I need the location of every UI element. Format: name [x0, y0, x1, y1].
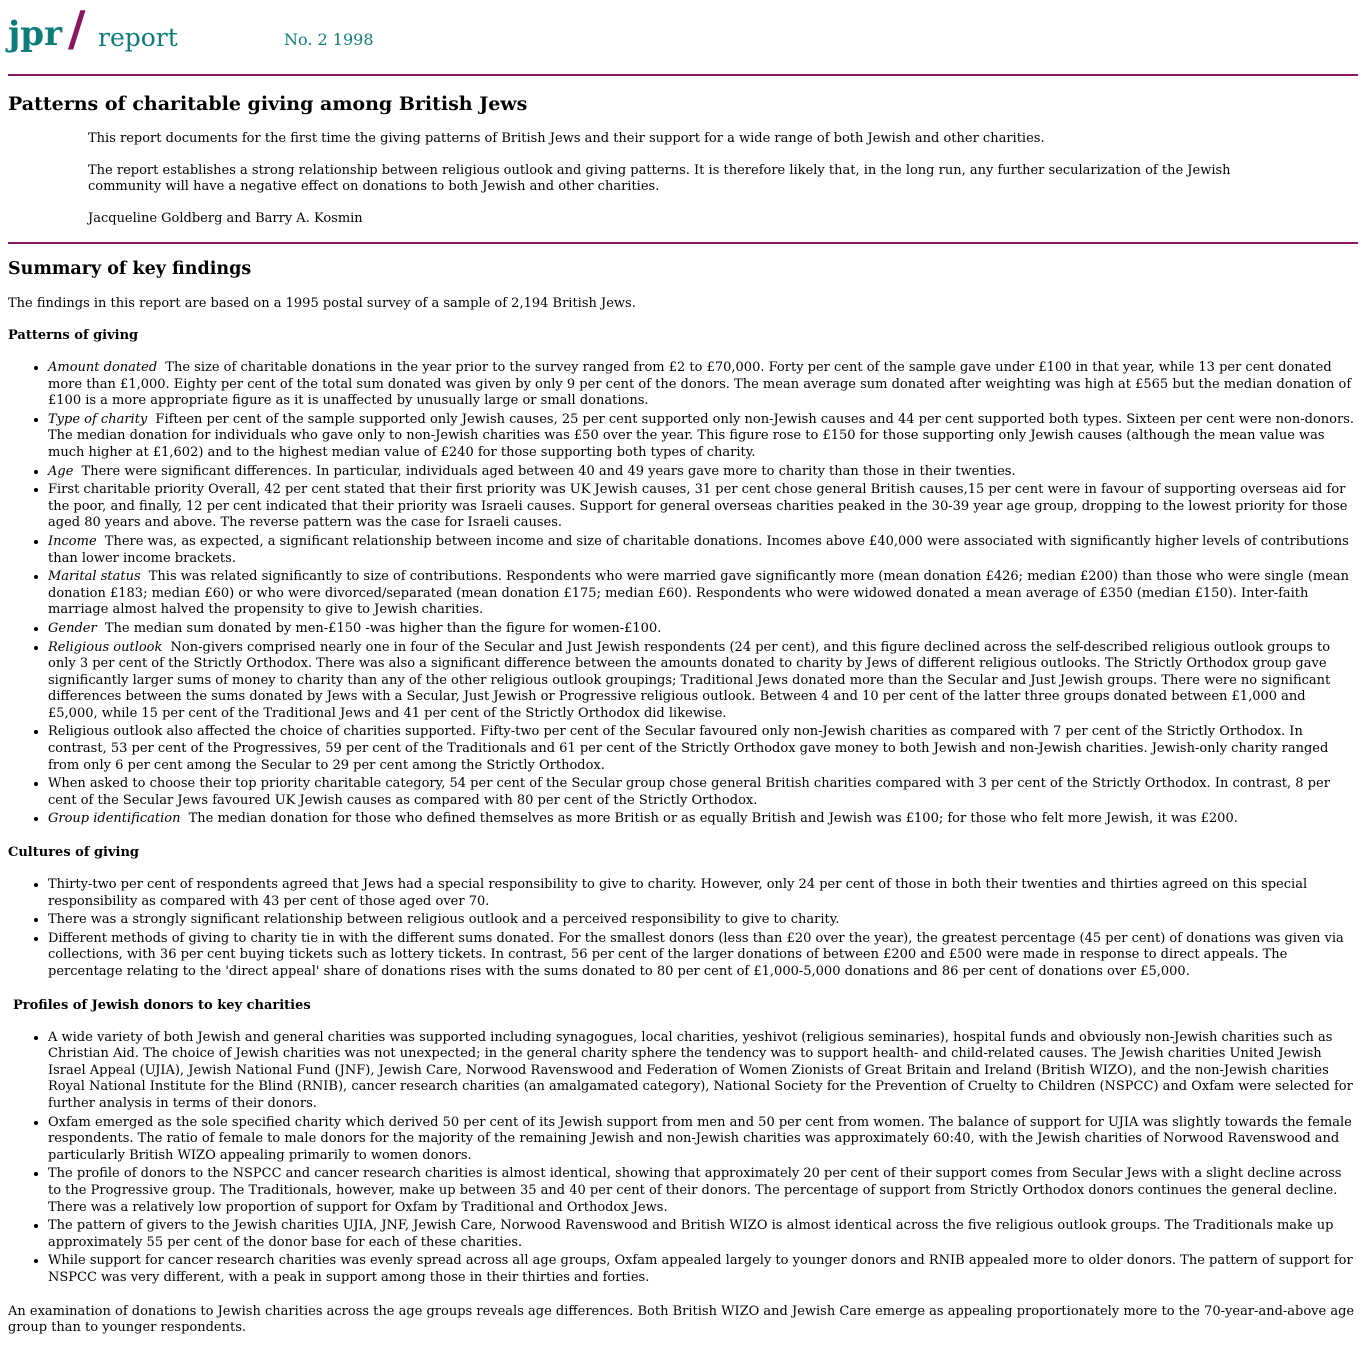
finding-text: Different methods of giving to charity tie in with the different sums donated. For the smallest donors (less than £20 over the year), the greatest percentage (45 per cent) of donations was given via collections, with 36 per cent buying tickets such as lottery tickets. In contrast, 56 per cent of the larger donations of between £200 and £500 were made in response to direct appeals. The percentage relating to the 'direct appeal' share of donations rises with the sums donated to 80 per cent of £1,000-5,000 donations and 86 per cent of donations over £5,000.: [48, 930, 1344, 979]
finding-term: Income: [48, 533, 97, 549]
finding-term: Age: [48, 463, 74, 479]
finding-term: Group identification: [48, 811, 181, 827]
patterns-list: [8, 360, 1358, 828]
finding-item: [48, 776, 1358, 809]
finding-text: The median sum donated by men-£150 -was higher than the figure for women-£100.: [104, 620, 662, 636]
finding-text: Oxfam emerged as the sole specified charity which derived 50 per cent of its Jewish support from men and 50 per cent from women. The balance of support for UJIA was slightly towards the female respondents. The ratio of female to male donors for the majority of the remaining Jewish and non-Jewish charities was approximately 60:40, with the Jewish charities of Norwood Ravenswood and particularly British WIZO appealing primarily to women donors.: [48, 1114, 1352, 1163]
logo-jpr: jpr: [8, 14, 62, 54]
top-divider: [8, 74, 1358, 76]
issue-number: No. 2 1998: [284, 30, 374, 49]
authors: Jacqueline Goldberg and Barry A. Kosmin: [88, 211, 363, 226]
intro-paragraph: The report establishes a strong relationship between religious outlook and giving patterns. It is therefore likely that, in the long run, any further secularization of the Jewish community will have a negative effect on donations to both Jewish and other charities.: [88, 163, 1231, 194]
subheading-patterns: Patterns of giving: [8, 328, 139, 343]
finding-text: A wide variety of both Jewish and general charities was supported including synagogues, local charities, yeshivot (religious seminaries), hospital funds and obviously non-Jewish charities such as Christian Aid. The choice of Jewish charities was not unexpected; in the general charity sphere the tendency was to support health- and child-related causes. The Jewish charities United Jewish Israel Appeal (UJIA), Jewish National Fund (JNF), Jewish Care, Norwood Ravenswood and Federation of Women Zionists of Great Britain and Ireland (British WIZO), and the non-Jewish charities Royal National Institute for the Blind (RNIB), cancer research charities (an amalgamated category), National Society for the Prevention of Cruelty to Children (NSPCC) and Oxfam were selected for further analysis in terms of their donors.: [48, 1029, 1353, 1111]
finding-text: There was a strongly significant relationship between religious outlook and a perceived responsibility to give to charity.: [48, 912, 840, 928]
finding-item: [48, 1115, 1358, 1165]
finding-item: [48, 1166, 1358, 1216]
finding-item: [48, 931, 1358, 981]
finding-text: This was related significantly to size of contributions. Respondents who were married gave significantly more (mean donation £426; median £200) than those who were single (mean donation £183; median £60) or who were divorced/separated (mean donation £175; median £60). Respondents who were widowed donated a mean average of £350 (median £150). Inter-faith marriage almost halved the propensity to give to Jewish charities.: [48, 569, 1350, 618]
finding-item: [48, 877, 1358, 910]
finding-item: [48, 1218, 1358, 1251]
finding-item: [48, 724, 1358, 774]
finding-item: [48, 1030, 1358, 1113]
finding-item: [48, 811, 1358, 828]
finding-term: Religious outlook: [48, 639, 163, 655]
finding-text: Religious outlook also affected the choice of charities supported. Fifty-two per cent of the Secular favoured only non-Jewish charities as compared with 7 per cent of the Strictly Orthodox. In contrast, 53 per cent of the Progressives, 59 per cent of the Traditionals and 61 per cent of the Strictly Orthodox gave money to both Jewish and non-Jewish charities. Jewish-only charity ranged from only 6 per cent among the Secular to 29 per cent among the Strictly Orthodox.: [48, 724, 1329, 773]
page-title: Patterns of charitable giving among British Jews: [8, 93, 528, 115]
finding-text: The profile of donors to the NSPCC and cancer research charities is almost identical, showing that approximately 20 per cent of their support comes from Secular Jews with a slight decline across to the Progressive group. The Traditionals, however, make up between 35 and 40 per cent of their donors. The percentage of support from Strictly Orthodox donors continues the general decline. There was a relatively low proportion of support for Oxfam by Traditional and Orthodox Jews.: [48, 1166, 1342, 1215]
finding-item: [48, 569, 1358, 619]
finding-text: First charitable priority Overall, 42 per cent stated that their first priority was UK Jewish causes, 31 per cent chose general British causes,15 per cent were in favour of supporting overseas aid for the poor, and finally, 12 per cent indicated that their priority was Israeli causes. Support for general overseas charities peaked in the 30-39 year age group, dropping to the lowest priority for those aged 80 years and above. The reverse pattern was the case for Israeli causes.: [48, 482, 1348, 531]
finding-text: The median donation for those who defined themselves as more British or as equally British and Jewish was £100; for those who felt more Jewish, it was £200.: [188, 811, 1238, 827]
finding-text: The pattern of givers to the Jewish charities UJIA, JNF, Jewish Care, Norwood Ravenswood and British WIZO is almost identical across the five religious outlook groups. The Traditionals make up approximately 55 per cent of the donor base for each of these charities.: [48, 1218, 1334, 1250]
closing-paragraph: An examination of donations to Jewish charities across the age groups reveals age differences. Both British WIZO and Jewish Care emerge as appealing proportionately more to the 70-year-and-above age group than to younger respondents.: [8, 1303, 1355, 1335]
summary-section: [8, 256, 1358, 1336]
finding-text: While support for cancer research charities was evenly spread across all age groups, Oxfam appealed largely to younger donors and RNIB appealed more to older donors. The pattern of support for NSPCC was very different, with a peak in support among those in their thirties and forties.: [48, 1253, 1353, 1285]
finding-item: [48, 464, 1358, 481]
finding-text: The size of charitable donations in the year prior to the survey ranged from £2 to £70,000. Forty per cent of the sample gave under £100 in that year, while 13 per cent donated more than £1,000. Eighty per cent of the total sum donated was given by only 9 per cent of the donors. The mean average sum donated after weighting was high at £565 but the median donation of £100 is a more appropriate figure as it is unaffected by unusually large or small donations.: [48, 360, 1352, 409]
lead-paragraph: The findings in this report are based on a 1995 postal survey of a sample of 2,194 British Jews.: [8, 296, 636, 311]
intro-paragraph: This report documents for the first time the giving patterns of British Jews and their support for a wide range of both Jewish and other charities.: [88, 131, 1045, 146]
finding-item: [48, 912, 1358, 929]
logo-slash: /: [68, 1, 86, 57]
logo-report: report: [98, 23, 178, 52]
section-divider: [8, 242, 1358, 244]
subheading-cultures: Cultures of giving: [8, 845, 140, 861]
finding-text: When asked to choose their top priority charitable category, 54 per cent of the Secular group chose general British charities compared with 3 per cent of the Strictly Orthodox. In contrast, 8 per cent of the Secular Jews favoured UK Jewish causes as compared with 80 per cent of the Strictly Orthodox.: [48, 776, 1330, 808]
masthead: [8, 0, 1358, 76]
finding-text: Non-givers comprised nearly one in four of the Secular and Just Jewish respondents (24 per cent), and this figure declined across the self-described religious outlook groups to only 3 per cent of the Strictly Orthodox. There was also a significant difference between the amounts donated to charity by Jews of different religious outlooks. The Strictly Orthodox group gave significantly larger sums of money to charity than any of the other religious outlook groupings; Traditional Jews donated more than the Secular and Just Jewish groups. There were no significant differences between the sums donated by Jews with a Secular, Just Jewish or Progressive religious outlook. Between 4 and 10 per cent of the latter three groups donated between £1,000 and £5,000, while 15 per cent of the Traditional Jews and 41 per cent of the Strictly Orthodox did likewise.: [48, 639, 1331, 721]
finding-item: [48, 412, 1358, 462]
finding-text: Fifteen per cent of the sample supported only Jewish causes, 25 per cent supported only non-Jewish causes and 44 per cent supported both types. Sixteen per cent were non-donors. The median donation for individuals who gave only to non-Jewish charities was £50 over the year. This figure rose to £150 for those supporting only Jewish causes (although the mean value was much higher at £1,602) and to the highest median value of £240 for those supporting both types of charity.: [48, 411, 1354, 460]
finding-item: [48, 482, 1358, 532]
section-title: Summary of key findings: [8, 259, 252, 279]
finding-text: There was, as expected, a significant relationship between income and size of charitable donations. Incomes above £40,000 were associated with significantly higher levels of contributions than lower income brackets.: [48, 533, 1349, 566]
profiles-list: [8, 1030, 1358, 1287]
cultures-list: [8, 877, 1358, 981]
finding-term: Type of charity: [48, 411, 148, 427]
subheading-profiles: Profiles of Jewish donors to key charities: [13, 997, 311, 1013]
finding-item: [48, 640, 1358, 723]
finding-text: There were significant differences. In particular, individuals aged between 40 and 49 years gave more to charity than those in their twenties.: [81, 463, 1016, 479]
intro: [88, 131, 1258, 243]
finding-text: Thirty-two per cent of respondents agreed that Jews had a special responsibility to give to charity. However, only 24 per cent of those in both their twenties and thirties agreed on this special responsibility as compared with 43 per cent of those aged over 70.: [48, 877, 1308, 909]
finding-term: Marital status: [48, 569, 141, 585]
finding-item: [48, 1253, 1358, 1286]
finding-term: Gender: [48, 620, 97, 636]
finding-term: Amount donated: [48, 360, 158, 375]
finding-item: [48, 621, 1358, 638]
finding-item: [48, 534, 1358, 567]
finding-item: [48, 360, 1358, 410]
